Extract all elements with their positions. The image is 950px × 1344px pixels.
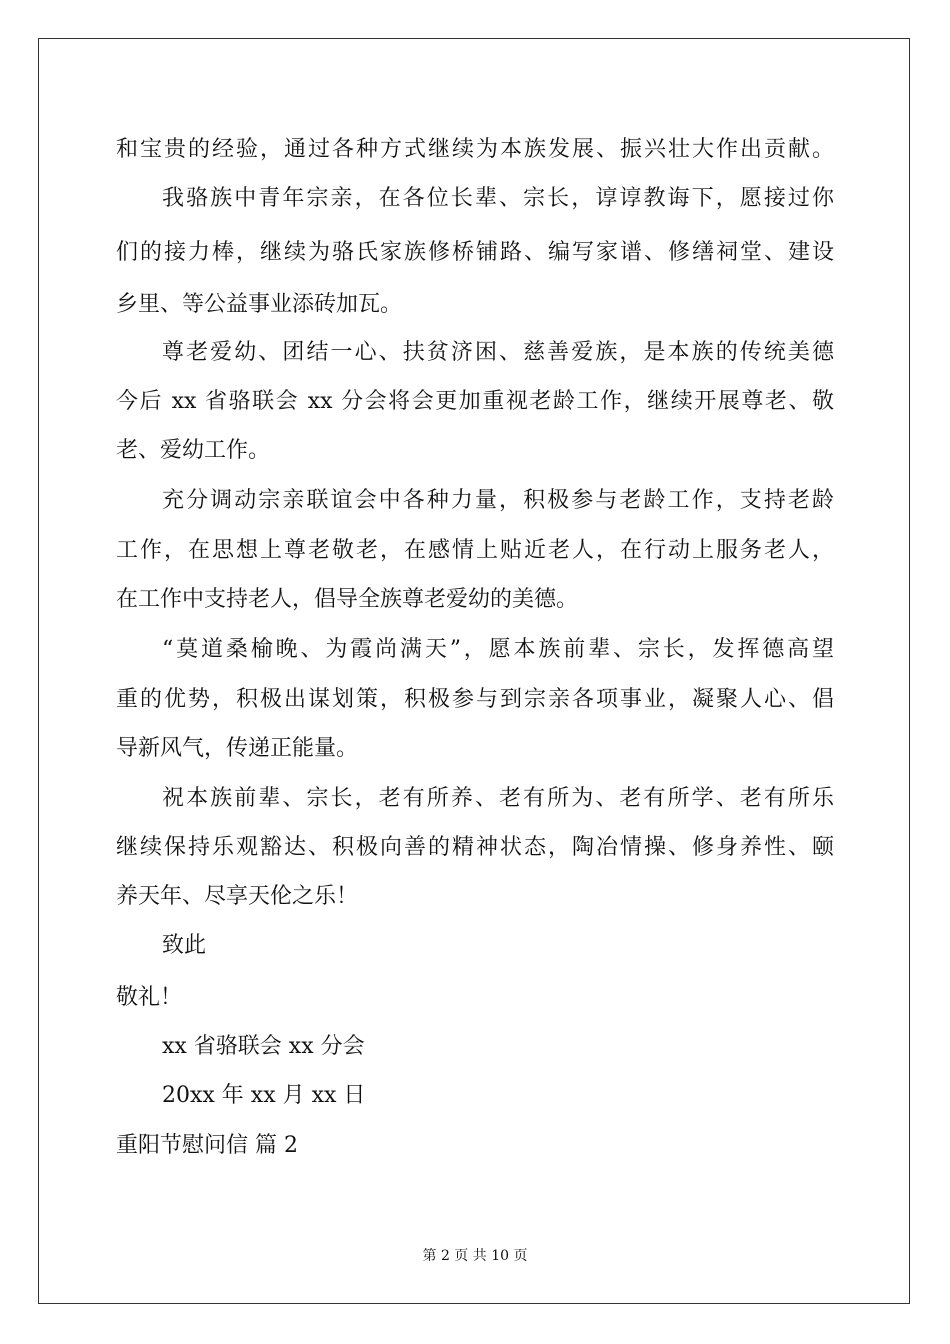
body-line-15: 继续保持乐观豁达、积极向善的精神状态，陶冶情操、修身养性、颐 — [116, 835, 834, 860]
body-line-5: 尊老爱幼、团结一心、扶贫济困、慈善爱族，是本族的传统美德 — [162, 340, 834, 365]
closing-salute: 敬礼！ — [116, 985, 183, 1010]
page-border — [38, 38, 910, 1304]
closing-greeting: 致此 — [162, 933, 207, 958]
body-line-11: “莫道桑榆晚、为霞尚满天”，愿本族前辈、宗长，发挥德高望 — [162, 637, 834, 662]
letter-date: 20xx 年 xx 月 xx 日 — [162, 1083, 366, 1108]
body-line-12: 重的优势，积极出谋划策，积极参与到宗亲各项事业，凝聚人心、倡 — [116, 687, 834, 712]
body-line-9: 工作，在思想上尊老敬老，在感情上贴近老人，在行动上服务老人， — [116, 538, 834, 563]
body-line-10: 在工作中支持老人，倡导全族尊老爱幼的美德。 — [116, 587, 579, 612]
body-line-8: 充分调动宗亲联谊会中各种力量，积极参与老龄工作，支持老龄 — [162, 488, 834, 513]
next-section-title: 重阳节慰问信 篇 2 — [116, 1133, 298, 1158]
signature: xx 省骆联会 xx 分会 — [162, 1034, 365, 1059]
body-line-16: 养天年、尽享天伦之乐！ — [116, 884, 359, 909]
body-line-7: 老、爱幼工作。 — [116, 438, 271, 463]
body-line-6: 今后 xx 省骆联会 xx 分会将会更加重视老龄工作，继续开展尊老、敬 — [116, 389, 834, 414]
body-line-4: 乡里、等公益事业添砖加瓦。 — [116, 292, 403, 317]
body-line-14: 祝本族前辈、宗长，老有所养、老有所为、老有所学、老有所乐 — [162, 786, 834, 811]
body-line-1: 和宝贵的经验，通过各种方式继续为本族发展、振兴壮大作出贡献。 — [116, 137, 834, 162]
body-line-13: 导新风气，传递正能量。 — [116, 736, 359, 761]
body-line-3: 们的接力棒，继续为骆氏家族修桥铺路、编写家谱、修缮祠堂、建设 — [116, 240, 834, 265]
page-number-footer: 第 2 页 共 10 页 — [422, 1248, 528, 1264]
body-line-2: 我骆族中青年宗亲，在各位长辈、宗长，谆谆教诲下，愿接过你 — [162, 186, 834, 211]
